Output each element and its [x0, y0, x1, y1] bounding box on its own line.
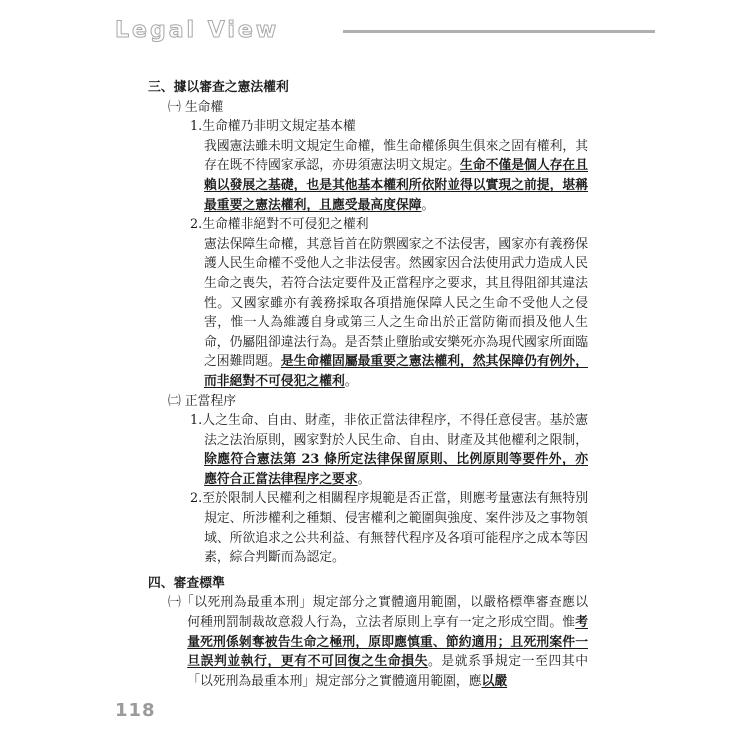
emphasis-text: 除應符合憲法第 23 條所定法律保留原則、比例原則等要件外，亦應符合正當法律程序之要求 — [204, 452, 588, 487]
item-heading-not-absolute: 2.生命權非絕對不可侵犯之權利 — [190, 217, 369, 233]
paragraph-text: ㈠「以死刑為最重本刑」規定部分之實體適用範圍，以嚴格標準審查應以何種刑罰制裁故意殺人行為，立法者原則上享有一定之形成空間。惟 — [168, 595, 588, 631]
paragraph-due-process-1 — [190, 411, 588, 489]
subsection-heading-due-process: ㈡ 正當程序 — [168, 393, 237, 409]
paragraph-text: 1.人之生命、自由、財產，非依正當法律程序，不得任意侵害。基於憲法之法治原則，國家對於人民生命、自由、財產及其他權利之限制， — [190, 413, 588, 448]
paragraph-text: 憲法保障生命權，其意旨首在防禦國家之不法侵害，國家亦有義務保護人民生命權不受他人之非法侵害。然國家因合法使用武力造成人民生命之喪失，若符合法定要件及正當程序之要求，其且得阻卻其違法性。又國家雖亦有義務採取各項措施保障人民之生命不受他人之侵害，惟一人為維護自身或第三人之生命出於正當防衛而損及他人生命，仍屬阻卻違法行為。是否禁止墮胎或安樂死亦為現代國家所面臨之困難問題。 — [204, 236, 588, 370]
paragraph-review-standard — [168, 593, 588, 691]
page-body — [148, 78, 588, 691]
item-heading-unenumerated-right: 1.生命權乃非明文規定基本權 — [190, 119, 356, 135]
emphasis-text: 考量死刑係剝奪被告生命之極刑，原即應慎重、節約適用；且死刑案件一旦誤判並執行，更有不可回復之生命損失 — [187, 615, 588, 670]
paragraph-not-absolute — [204, 235, 588, 392]
section-heading-4: 四、審查標準 — [148, 575, 225, 591]
emphasis-text: 是生命權固屬最重要之憲法權利，然其保障仍有例外，而非絕對不可侵犯之權利 — [204, 354, 589, 389]
header-title: Legal View — [115, 18, 280, 43]
paragraph-tail: 。 — [344, 373, 358, 389]
paragraph-text: 。是就系爭規定一至四其中「以死刑為最重本刑」規定部分之實體適用範圍，應 — [187, 654, 589, 689]
paragraph-text: 我國憲法雖未明文規定生命權，惟生命權係與生俱來之固有權利，其存在既不待國家承認，亦毋須憲法明文規定。 — [204, 138, 588, 174]
emphasis-text: 以嚴 — [481, 673, 508, 689]
paragraph-tail: 。 — [357, 471, 371, 487]
header-rule — [343, 30, 655, 33]
running-header — [115, 18, 655, 44]
paragraph-right-to-life — [204, 137, 588, 215]
paragraph-due-process-2: 2.至於限制人民權利之相關程序規範是否正當，則應考量憲法有無特別規定、所涉權利之種類、侵害權利之範圍與強度、案件涉及之事物領域、所欲追求之公共利益、有無替代程序及各項可能程序之成本等因素，綜合判斷而為認定。 — [190, 491, 588, 566]
subsection-heading-right-to-life: ㈠ 生命權 — [168, 99, 224, 115]
page-number: 118 — [115, 700, 156, 721]
section-heading-3: 三、據以審查之憲法權利 — [148, 80, 289, 95]
paragraph-tail: 。 — [421, 197, 435, 213]
emphasis-text: 生命不僅是個人存在且賴以發展之基礎，也是其他基本權利所依附並得以實現之前提，堪稱最重要之憲法權利，且應受最高度保障 — [204, 158, 589, 213]
